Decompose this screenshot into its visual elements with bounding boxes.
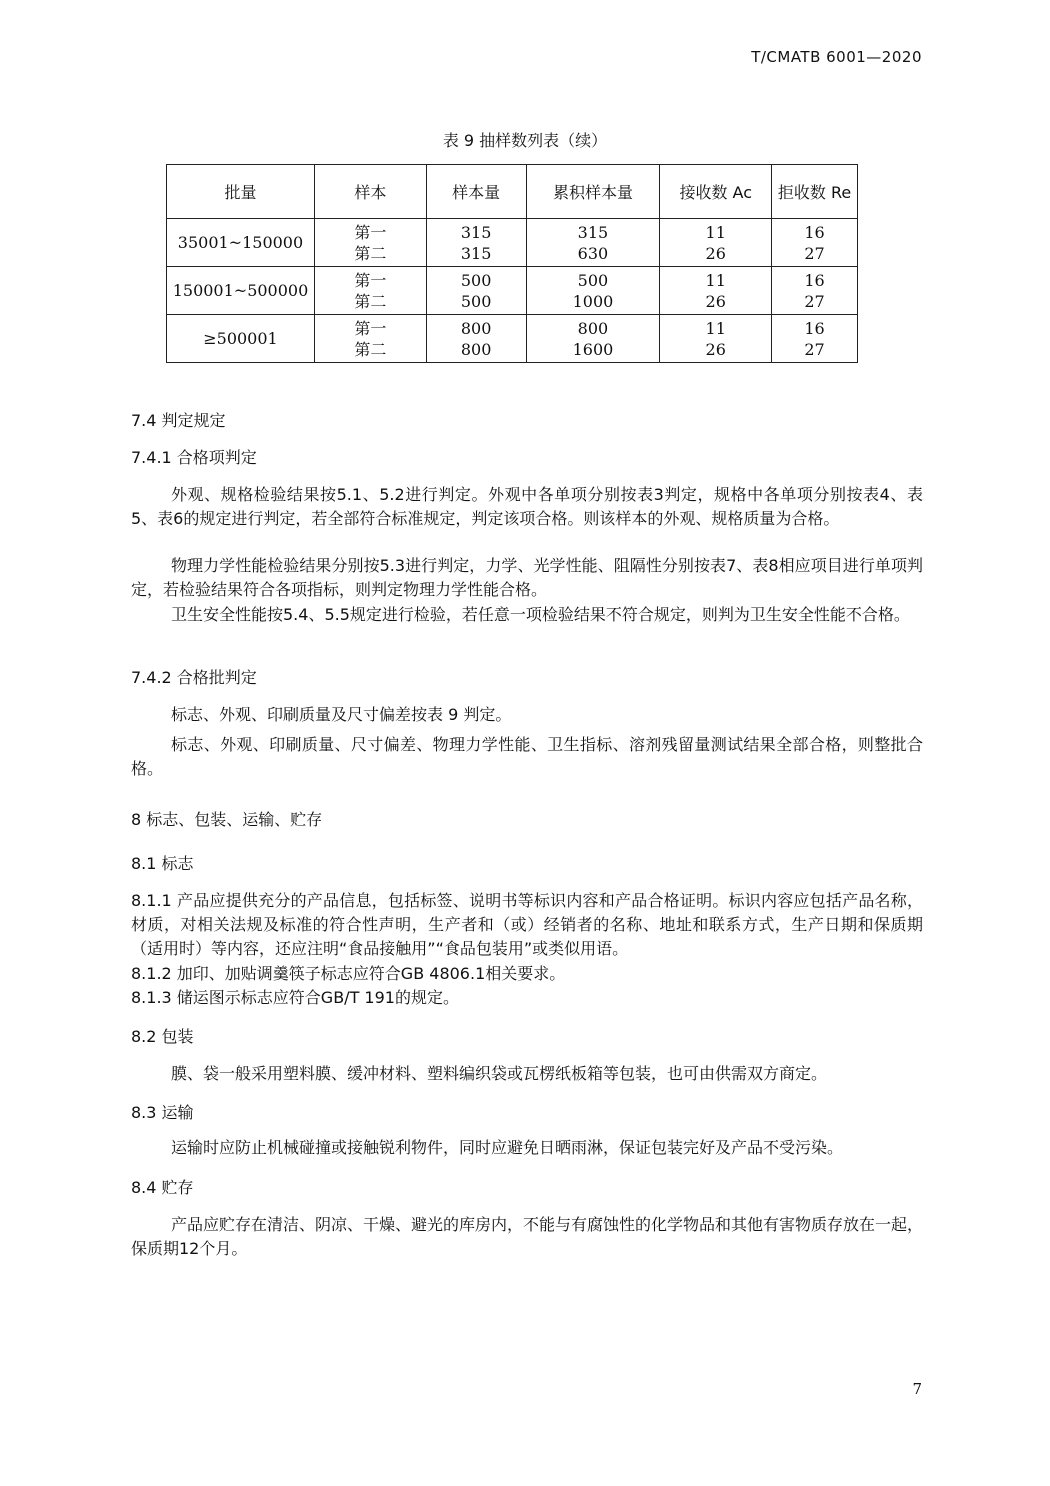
table-caption: 表 9 抽样数列表（续）: [442, 131, 608, 150]
paragraph-appearance-spec: 外观、规格检验结果按5.1、5.2进行判定。外观中各单项分别按表3判定，规格中各单项分别按表4、表5、表6的规定进行判定，若全部符合标准规定，判定该项合格。则该样本的外观、规格质量为合格。: [131, 485, 923, 528]
lot-cell: 150001~500000: [167, 267, 315, 315]
page-number: 7: [912, 1380, 922, 1398]
header-sample-size: 样本量: [426, 165, 526, 219]
section-heading-8-1: 8.1 标志: [131, 854, 194, 873]
table-header-row: [167, 165, 858, 219]
header-stage: 样本: [314, 165, 426, 219]
sample-size-cell: 315 315: [426, 219, 526, 267]
accept-cell: 11 26: [660, 315, 772, 363]
section-heading-8-3: 8.3 运输: [131, 1103, 194, 1122]
paragraph-lot-judgement-2: 标志、外观、印刷质量、尺寸偏差、物理力学性能、卫生指标、溶剂残留量测试结果全部合格，则整批合格。: [131, 735, 923, 778]
section-heading-7-4-2: 7.4.2 合格批判定: [131, 668, 257, 687]
paragraph-8-1-2: 8.1.2 加印、加贴调羹筷子标志应符合GB 4806.1相关要求。: [131, 964, 566, 983]
lot-cell: ≥500001: [167, 315, 315, 363]
paragraph-transport: 运输时应防止机械碰撞或接触锐利物件，同时应避免日晒雨淋，保证包装完好及产品不受污染。: [171, 1138, 844, 1157]
section-heading-7-4-1: 7.4.1 合格项判定: [131, 448, 257, 467]
header-reject: 拒收数 Re: [772, 165, 858, 219]
header-accept: 接收数 Ac: [660, 165, 772, 219]
sampling-table: [166, 164, 858, 363]
table-row: [167, 315, 858, 363]
paragraph-packaging: 膜、袋一般采用塑料膜、缓冲材料、塑料编织袋或瓦楞纸板箱等包装，也可由供需双方商定。: [171, 1064, 828, 1083]
table-row: [167, 267, 858, 315]
header-lot: 批量: [167, 165, 315, 219]
cumulative-cell: 800 1600: [526, 315, 660, 363]
paragraph-8-1-3: 8.1.3 储运图示标志应符合GB/T 191的规定。: [131, 988, 459, 1007]
accept-cell: 11 26: [660, 267, 772, 315]
section-heading-8-4: 8.4 贮存: [131, 1178, 194, 1197]
sample-size-cell: 500 500: [426, 267, 526, 315]
paragraph-lot-judgement-1: 标志、外观、印刷质量及尺寸偏差按表 9 判定。: [171, 705, 512, 724]
section-heading-8-2: 8.2 包装: [131, 1027, 194, 1046]
stage-cell: 第一 第二: [314, 219, 426, 267]
section-heading-7-4: 7.4 判定规定: [131, 411, 226, 430]
header-cumulative: 累积样本量: [526, 165, 660, 219]
accept-cell: 11 26: [660, 219, 772, 267]
cumulative-cell: 500 1000: [526, 267, 660, 315]
reject-cell: 16 27: [772, 267, 858, 315]
sample-size-cell: 800 800: [426, 315, 526, 363]
stage-cell: 第一 第二: [314, 267, 426, 315]
paragraph-hygiene-safety: 卫生安全性能按5.4、5.5规定进行检验，若任意一项检验结果不符合规定，则判为卫生安全性能不合格。: [171, 605, 910, 624]
document-code: T/CMATB 6001—2020: [751, 48, 922, 66]
lot-cell: 35001~150000: [167, 219, 315, 267]
stage-cell: 第一 第二: [314, 315, 426, 363]
table-row: [167, 219, 858, 267]
paragraph-storage: 产品应贮存在清洁、阴凉、干燥、避光的库房内，不能与有腐蚀性的化学物品和其他有害物质存放在一起，保质期12个月。: [131, 1215, 924, 1258]
paragraph-8-1-1: 8.1.1 产品应提供充分的产品信息，包括标签、说明书等标识内容和产品合格证明。标识内容应包括产品名称，材质，对相关法规及标准的符合性声明，生产者和（或）经销者的名称、地址和联系方式，生产日期和保质期（适用时）等内容，还应注明“食品接触用”“食品包装用”或类似用语。: [131, 891, 923, 958]
cumulative-cell: 315 630: [526, 219, 660, 267]
reject-cell: 16 27: [772, 315, 858, 363]
reject-cell: 16 27: [772, 219, 858, 267]
paragraph-physical-properties: 物理力学性能检验结果分别按5.3进行判定，力学、光学性能、阻隔性分别按表7、表8相应项目进行单项判定，若检验结果符合各项指标，则判定物理力学性能合格。: [131, 556, 923, 599]
section-heading-8: 8 标志、包装、运输、贮存: [131, 810, 323, 829]
